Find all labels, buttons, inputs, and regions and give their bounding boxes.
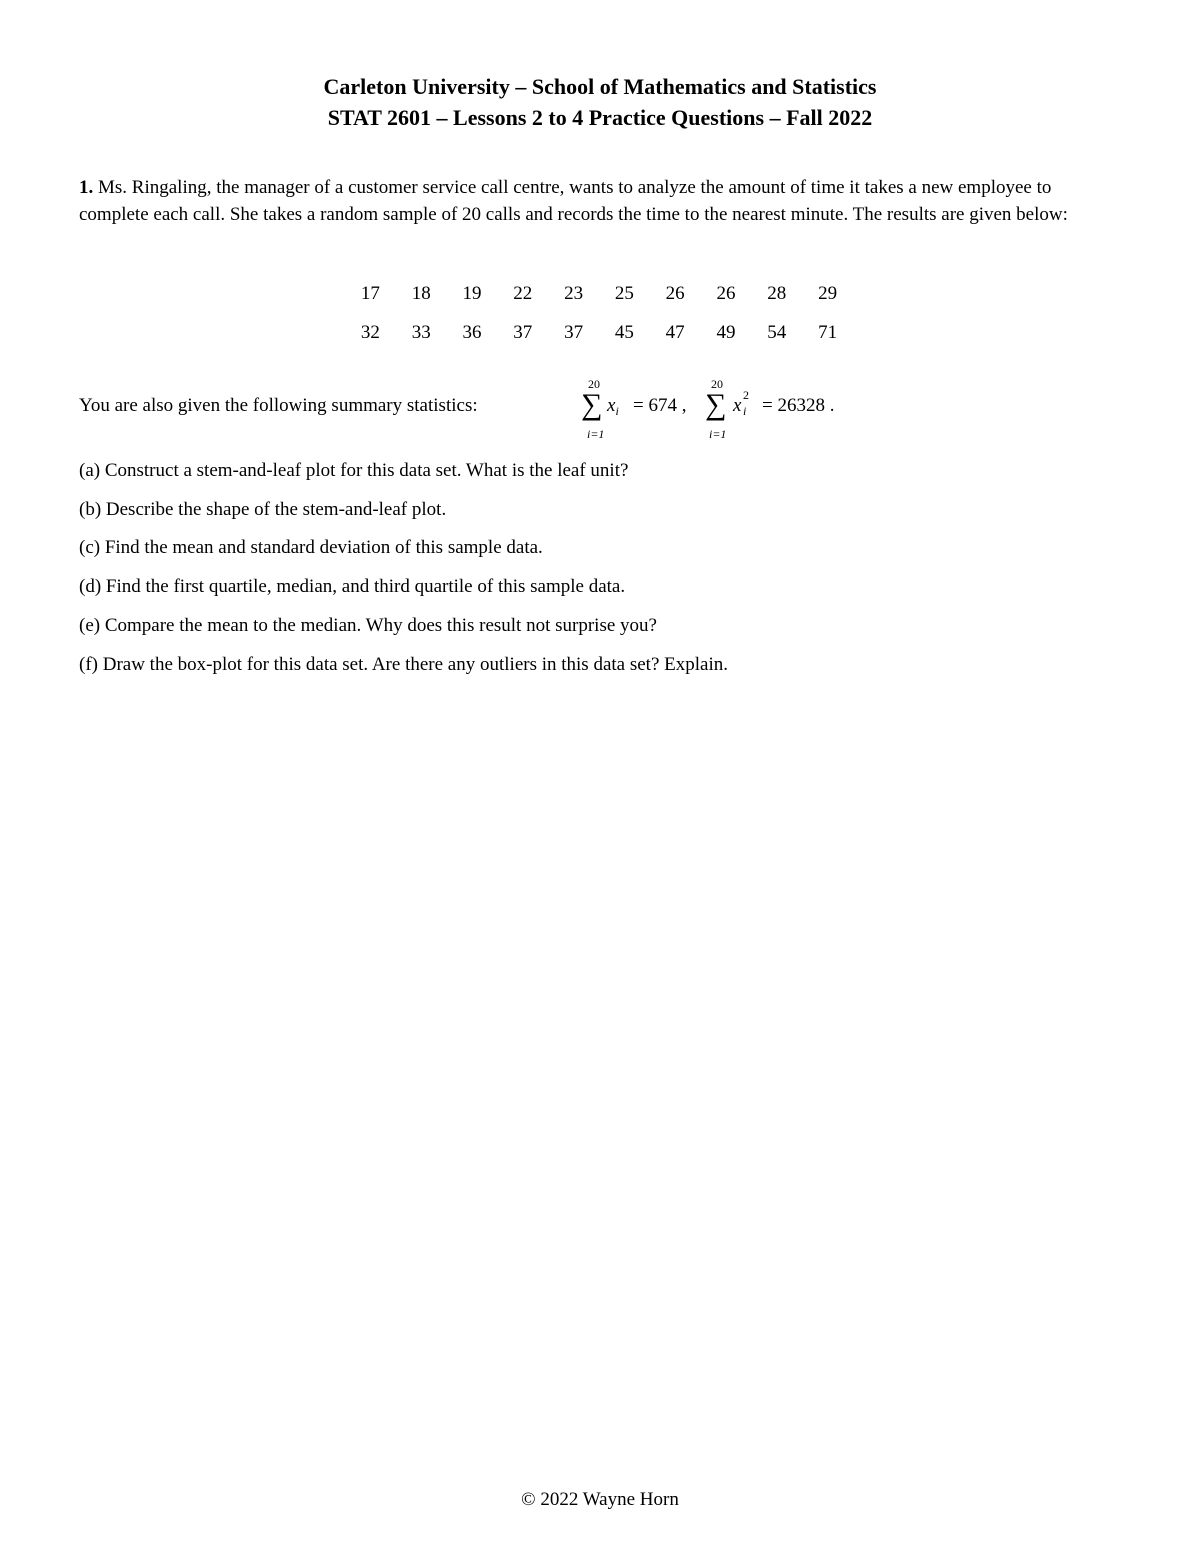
sum-term: $x_i$ [607, 395, 619, 418]
copyright-footer: © 2022 Wayne Horn [521, 1489, 679, 1510]
sum-lower-limit: i=1 [587, 427, 605, 441]
document-subtitle: STAT 2601 – Lessons 2 to 4 Practice Questions – Fall 2022 [327, 105, 873, 130]
data-value: 18 [411, 283, 431, 304]
question-part-c: (c) Find the mean and standard deviation of this sample data. [79, 537, 543, 558]
sum-upper-limit: 20 [588, 377, 600, 391]
sum-upper-limit: 20 [711, 377, 723, 391]
question-1-intro [79, 174, 1119, 228]
sum-result: = 26328 . [762, 395, 835, 416]
sum-result: = 674 , [633, 395, 687, 416]
sum-lower-limit: i=1 [709, 427, 727, 441]
sum-subscript: i [743, 404, 747, 418]
data-row-1 [345, 283, 853, 305]
data-value: 28 [767, 283, 787, 304]
question-part-f: (f) Draw the box-plot for this data set. Are there any outliers in this data set? Explain. [79, 654, 728, 675]
data-value: 54 [767, 322, 787, 343]
data-value: 22 [513, 283, 533, 304]
question-part-a: (a) Construct a stem-and-leaf plot for this data set. What is the leaf unit? [79, 460, 629, 481]
data-value: 37 [513, 322, 533, 343]
data-value: 17 [360, 283, 380, 304]
sum-term: x [733, 395, 742, 416]
data-value: 49 [716, 322, 736, 343]
data-value: 33 [411, 322, 431, 343]
data-value: 37 [564, 322, 584, 343]
data-value: 47 [665, 322, 685, 343]
question-part-b: (b) Describe the shape of the stem-and-leaf plot. [79, 499, 447, 520]
sigma-symbol: ∑ [705, 388, 727, 421]
data-value: 32 [360, 322, 380, 343]
data-value: 26 [716, 283, 736, 304]
data-value: 19 [462, 283, 482, 304]
question-part-e: (e) Compare the mean to the median. Why does this result not surprise you? [79, 615, 657, 636]
question-1-text: Ms. Ringaling, the manager of a customer service call centre, wants to analyze the amount of time it takes a new employee to complete each call. She takes a random sample of 20 calls and records the time to the nearest minute. The results are given below: [79, 177, 1068, 225]
data-value: 26 [665, 283, 685, 304]
sum-exponent: 2 [743, 388, 749, 402]
summary-statistics-label: You are also given the following summary statistics: [79, 395, 478, 416]
question-number: 1. [79, 177, 94, 198]
document-title: Carleton University – School of Mathematics and Statistics [323, 74, 877, 99]
sigma-symbol: ∑ [581, 388, 603, 421]
data-value: 25 [614, 283, 634, 304]
data-value: 23 [564, 283, 584, 304]
data-value: 71 [818, 322, 838, 343]
data-value: 36 [462, 322, 482, 343]
data-value: 45 [614, 322, 634, 343]
data-value: 29 [818, 283, 838, 304]
question-part-d: (d) Find the first quartile, median, and third quartile of this sample data. [79, 576, 626, 597]
data-row-2 [345, 322, 853, 344]
